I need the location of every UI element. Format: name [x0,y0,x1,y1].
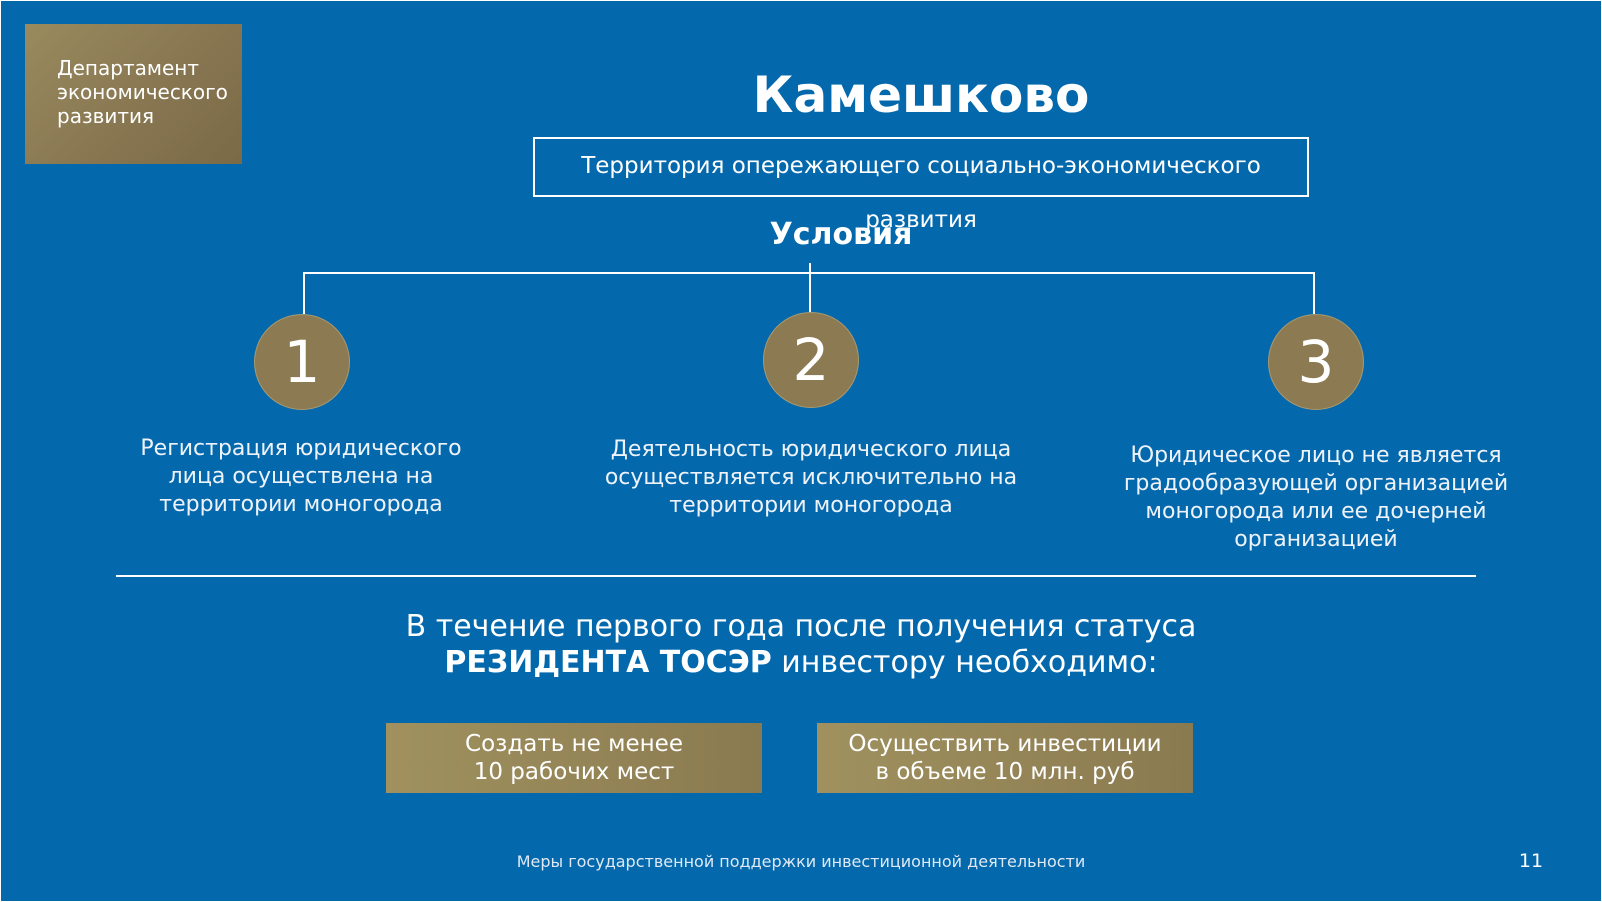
condition-number-2: 2 [763,312,859,408]
section-divider [116,575,1476,577]
condition-text-line: Деятельность юридического лица [610,437,1012,462]
page-number: 11 [1518,850,1544,872]
condition-text-line: Юридическое лицо не является [1130,443,1502,468]
requirement-statement [301,609,1301,681]
condition-text-1 [111,435,491,519]
requirement-box-line: 10 рабочих мест [473,759,675,785]
requirement-line-1: В течение первого года после получения статуса [405,609,1197,644]
department-line: развития [57,104,155,128]
requirement-box-line: в объеме 10 млн. руб [875,759,1135,785]
condition-text-line: лица осуществлена на [168,464,434,489]
connector-drop-1 [303,272,305,314]
requirement-line-2 [301,645,1301,681]
resident-highlight: РЕЗИДЕНТА ТОСЭР [444,645,772,680]
connector-drop-2 [809,272,811,312]
condition-text-2 [596,436,1026,520]
slide [1,1,1601,901]
condition-text-line: территории моногорода [159,492,443,517]
condition-text-line: моногорода или ее дочерней [1145,499,1487,524]
department-badge [25,24,242,164]
requirement-line-2-rest: инвестору необходимо: [771,645,1158,680]
condition-text-3 [1106,442,1526,554]
condition-text-line: территории моногорода [669,493,953,518]
condition-text-line: осуществляется исключительно на [604,465,1018,490]
condition-text-line: Регистрация юридического [140,436,462,461]
requirement-box-investment [817,723,1193,793]
condition-number-1: 1 [254,314,350,410]
department-line: экономического [57,80,228,104]
condition-text-line: градообразующей организацией [1123,471,1509,496]
requirement-box-line: Создать не менее [465,731,683,757]
connector-drop-3 [1313,272,1315,314]
requirement-box-line: Осуществить инвестиции [848,731,1162,757]
page-title: Камешково [752,66,1090,124]
connector-center-stem [809,263,811,272]
requirement-box-jobs [386,723,762,793]
department-line: Департамент [57,56,199,80]
footer-caption: Меры государственной поддержки инвестиционной деятельности [516,852,1086,871]
condition-number-3: 3 [1268,314,1364,410]
conditions-heading: Условия [769,217,913,252]
subtitle-box: Территория опережающего социально-экономического развития [533,137,1309,197]
condition-text-line: организацией [1234,527,1398,552]
